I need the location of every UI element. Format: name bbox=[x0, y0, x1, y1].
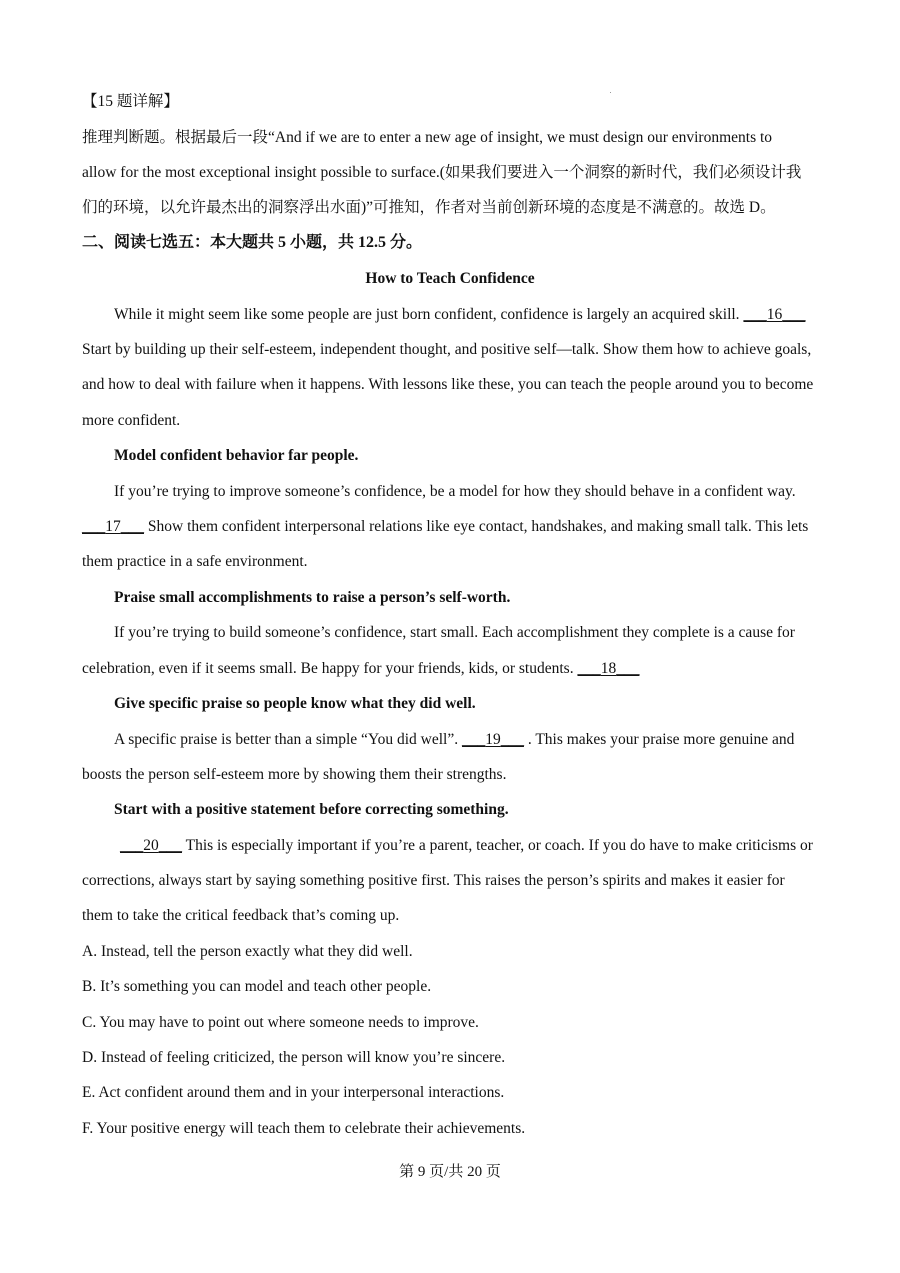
p5-line-2: corrections, always start by saying something positive first. This raises the person’s spirits and makes it easier for bbox=[82, 872, 785, 889]
heading-specific-praise: Give specific praise so people know what they did well. bbox=[114, 695, 476, 712]
p5-line-3: them to take the critical feedback that’s coming up. bbox=[82, 907, 400, 924]
blank-17: ___17___ bbox=[82, 518, 144, 535]
p1-line-1 bbox=[114, 305, 854, 325]
blank-19: ___19___ bbox=[461, 731, 524, 748]
explanation-line-1: 推理判断题。根据最后一段“And if we are to enter a new age of insight, we must design our environments to bbox=[82, 129, 773, 146]
blank-16: ___16___ bbox=[743, 306, 806, 323]
option-f: F. Your positive energy will teach them to celebrate their achievements. bbox=[82, 1120, 526, 1137]
p1-line-3: and how to deal with failure when it happens. With lessons like these, you can teach the people around you to become bbox=[82, 376, 814, 393]
p1-line-4: more confident. bbox=[82, 412, 181, 429]
explanation-line-3: 们的环境，以允许最杰出的洞察浮出水面)”可推知，作者对当前创新环境的态度是不满意的。故选 D。 bbox=[82, 199, 776, 216]
p3-line-2: celebration, even if it seems small. Be happy for your friends, kids, or students. ___18___ bbox=[82, 660, 640, 677]
explanation-line-2: allow for the most exceptional insight possible to surface.(如果我们要进入一个洞察的新时代，我们必须设计我 bbox=[82, 164, 802, 181]
p1-text: While it might seem like some people are just born confident, confidence is largely an acquired skill. bbox=[114, 306, 744, 323]
option-b: B. It’s something you can model and teach other people. bbox=[82, 978, 432, 995]
heading-model-behavior: Model confident behavior far people. bbox=[114, 447, 359, 464]
heading-praise-small: Praise small accomplishments to raise a person’s self-worth. bbox=[114, 589, 511, 606]
option-c: C. You may have to point out where someone needs to improve. bbox=[82, 1014, 479, 1031]
p3-line-1: If you’re trying to build someone’s confidence, start small. Each accomplishment they complete is a cause for bbox=[114, 624, 795, 641]
section-title: 二、阅读七选五：本大题共 5 小题，共 12.5 分。 bbox=[82, 234, 423, 251]
blank-18: ___18___ bbox=[577, 660, 640, 677]
p4-line-1: A specific praise is better than a simple “You did well”. ___19___ . This makes your praise more genuine and bbox=[114, 731, 795, 748]
option-d: D. Instead of feeling criticized, the person will know you’re sincere. bbox=[82, 1049, 506, 1066]
p4-line-2: boosts the person self-esteem more by showing them their strengths. bbox=[82, 766, 507, 783]
heading-positive-statement: Start with a positive statement before correcting something. bbox=[114, 801, 509, 818]
answer-label: 【15 题详解】 bbox=[82, 93, 179, 110]
page-footer: 第 9 页/共 20 页 bbox=[399, 1164, 501, 1180]
p2-line-1: If you’re trying to improve someone’s confidence, be a model for how they should behave in a confident way. bbox=[114, 483, 796, 500]
p2-line-3: them practice in a safe environment. bbox=[82, 553, 308, 570]
blank-20: ___20___ bbox=[120, 837, 182, 854]
option-a: A. Instead, tell the person exactly what they did well. bbox=[82, 943, 413, 960]
option-e: E. Act confident around them and in your interpersonal interactions. bbox=[82, 1084, 505, 1101]
passage-title: How to Teach Confidence bbox=[365, 270, 535, 287]
p5-line-1: ___20___ This is especially important if you’re a parent, teacher, or coach. If you do have to make criticisms or bbox=[120, 837, 813, 854]
p2-line-2: ___17___ Show them confident interpersonal relations like eye contact, handshakes, and making small talk. This lets bbox=[82, 518, 809, 535]
p1-line-2: Start by building up their self-esteem, independent thought, and positive self—talk. Show them how to achieve goals, bbox=[82, 341, 812, 358]
